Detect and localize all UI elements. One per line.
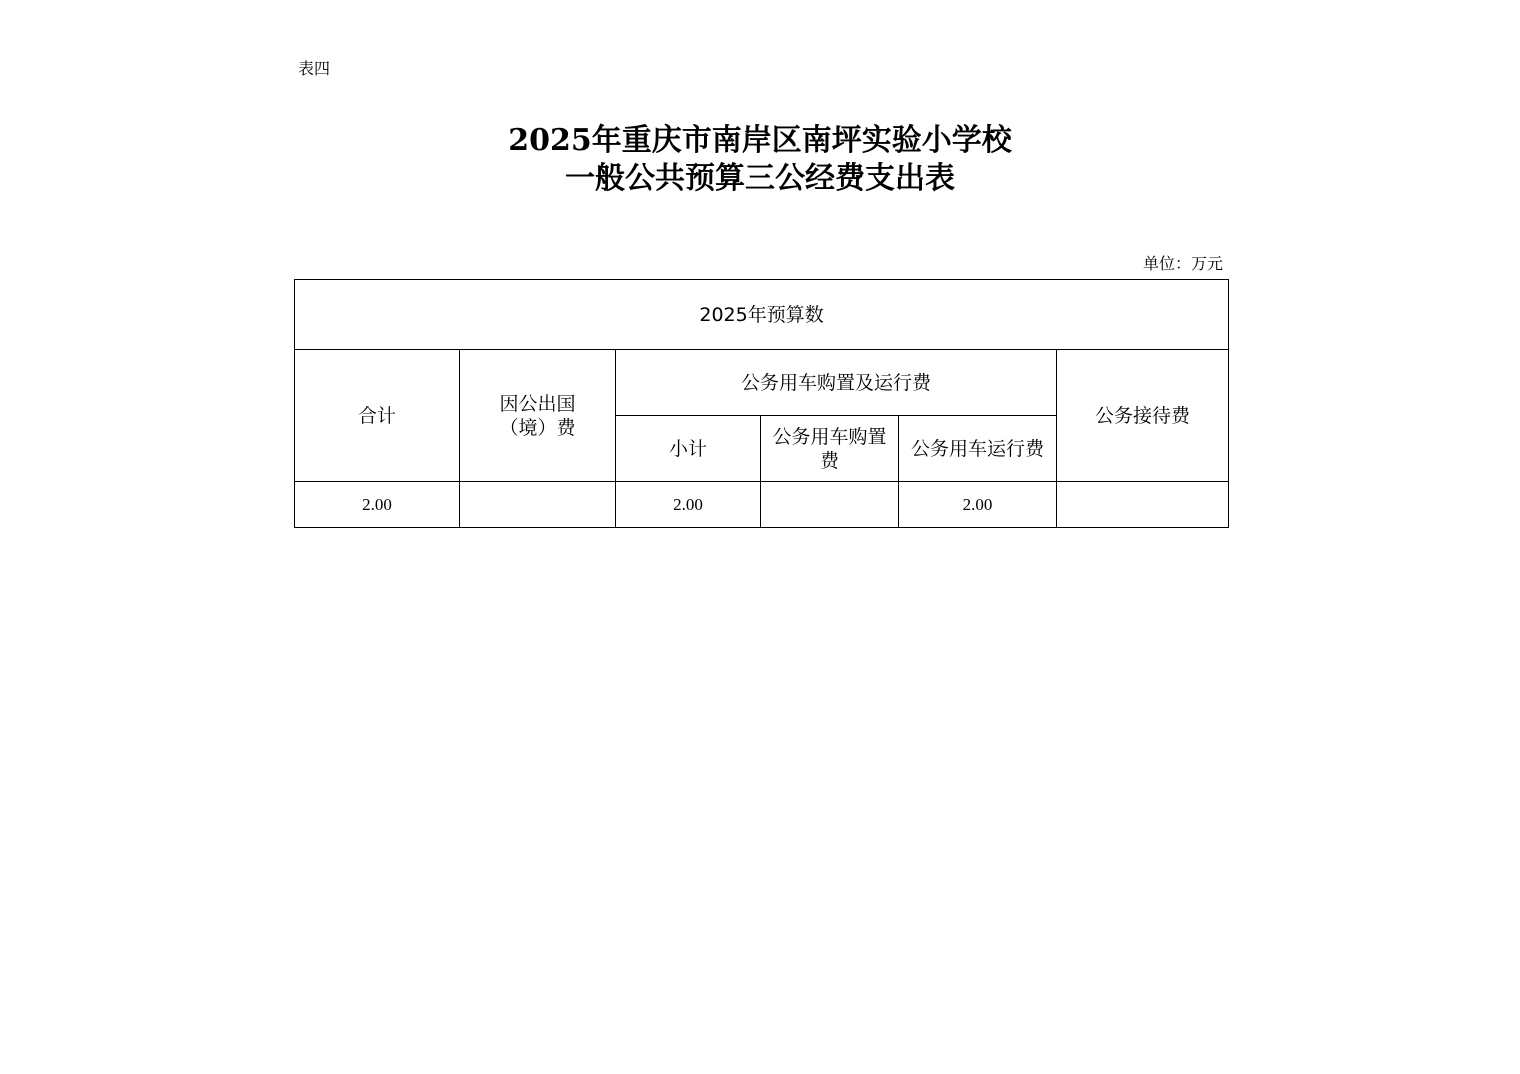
cell-vehicle-operation: 2.00 — [899, 482, 1057, 528]
header-vehicle-group: 公务用车购置及运行费 — [616, 350, 1057, 416]
title-line-2: 一般公共预算三公经费支出表 — [565, 161, 955, 196]
three-public-expenses-table — [294, 279, 1229, 528]
table-header-row-2 — [295, 350, 1229, 416]
cell-abroad — [460, 482, 616, 528]
table-number-label: 表四 — [298, 59, 331, 78]
header-abroad-line-1: 因公出国 — [499, 392, 576, 415]
cell-vehicle-subtotal: 2.00 — [616, 482, 761, 528]
header-vehicle-purchase-line-1: 公务用车购置 — [772, 425, 887, 448]
header-total: 合计 — [295, 350, 460, 482]
unit-label: 单位：万元 — [1142, 254, 1223, 273]
header-vehicle-operation: 公务用车运行费 — [899, 416, 1057, 482]
page-title — [0, 122, 1520, 198]
header-abroad-line-2: （境）费 — [499, 416, 576, 439]
cell-reception — [1057, 482, 1229, 528]
header-abroad-expense — [460, 350, 616, 482]
header-reception-expense: 公务接待费 — [1057, 350, 1229, 482]
table-header-row-1 — [295, 280, 1229, 350]
header-vehicle-subtotal: 小计 — [616, 416, 761, 482]
table-row — [295, 482, 1229, 528]
title-line-1: 2025年重庆市南岸区南坪实验小学校 — [508, 123, 1012, 158]
header-vehicle-purchase — [761, 416, 899, 482]
header-vehicle-purchase-line-2: 费 — [819, 449, 839, 472]
cell-vehicle-purchase — [761, 482, 899, 528]
cell-total: 2.00 — [295, 482, 460, 528]
header-budget-2025: 2025年预算数 — [295, 280, 1229, 350]
